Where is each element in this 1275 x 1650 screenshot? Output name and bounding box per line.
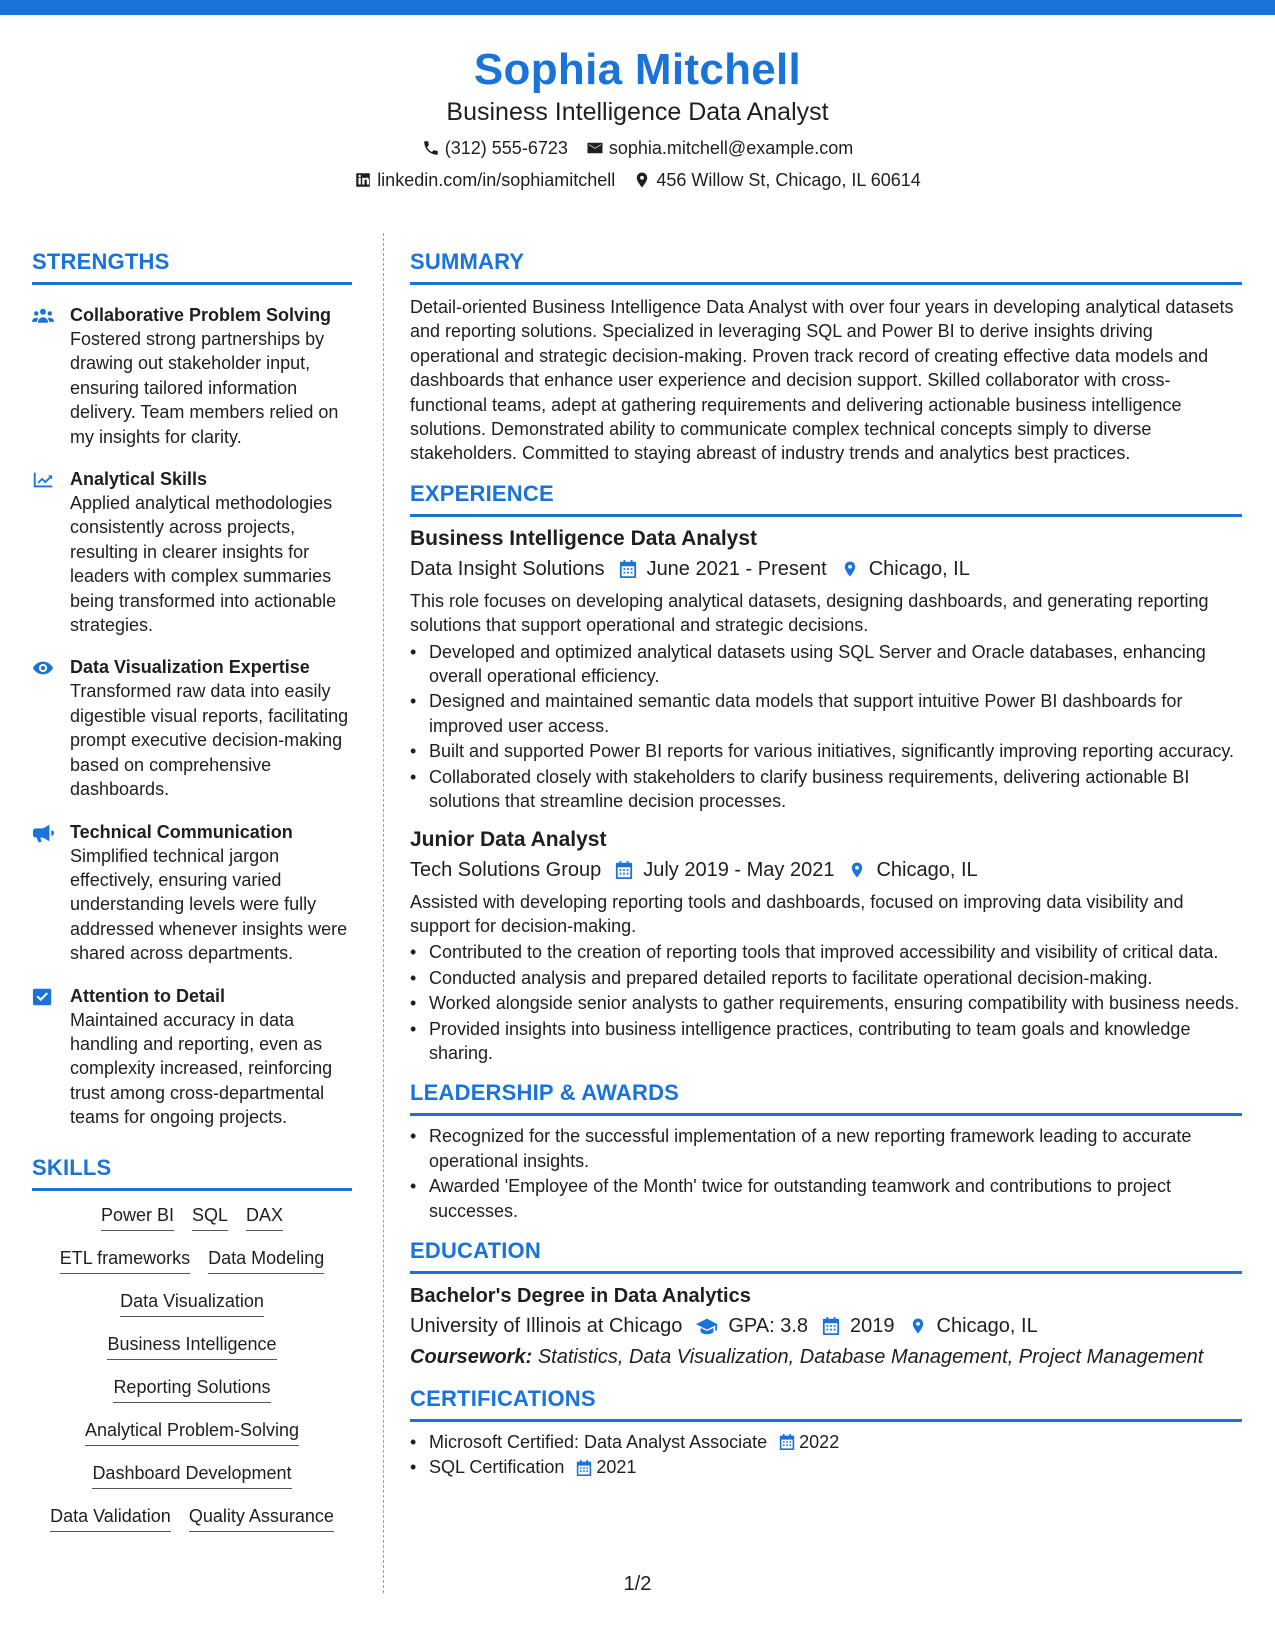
- school-name: University of Illinois at Chicago: [410, 1314, 683, 1337]
- left-column: [32, 248, 352, 1532]
- skill-row: [32, 1289, 352, 1317]
- job-bullets: [410, 640, 1242, 814]
- page-number: 1/2: [623, 1573, 652, 1595]
- section-rule: [410, 1419, 1242, 1422]
- right-column: [410, 248, 1242, 1480]
- phone-contact[interactable]: [422, 136, 568, 160]
- leadership-bullets: [410, 1124, 1242, 1223]
- calendar-icon: [779, 1433, 795, 1451]
- summary-heading: SUMMARY: [410, 249, 525, 274]
- strength-title: Data Visualization Expertise: [70, 657, 310, 678]
- strength-title: Attention to Detail: [70, 985, 225, 1006]
- address-contact: [633, 168, 920, 192]
- contact-row-2: [0, 168, 1275, 192]
- job-meta: [410, 856, 1242, 884]
- skill-row: [32, 1418, 352, 1446]
- skill-row: [32, 1504, 352, 1532]
- skill-row: [32, 1375, 352, 1403]
- linkedin-contact[interactable]: [354, 168, 615, 192]
- envelope-icon: [586, 139, 604, 157]
- eye-icon: [32, 658, 54, 678]
- calendar-icon: [619, 559, 637, 579]
- job-entry: [410, 525, 1242, 814]
- section-rule: [32, 1188, 352, 1191]
- company-name: Tech Solutions Group: [410, 858, 602, 881]
- bullet-item: • Built and supported Power BI reports for various initiatives, significantly improving reporting accuracy.: [410, 739, 1242, 763]
- map-pin-icon: [848, 860, 866, 880]
- skill-tag: Data Modeling: [208, 1246, 324, 1274]
- strength-desc: Simplified technical jargon effectively, ensuring varied understanding levels were fully addressed whenever insights were shared across departments.: [70, 845, 348, 964]
- strength-desc: Maintained accuracy in data handling and reporting, even as complexity increased, reinforcing trust among cross-departmental teams for ongoing projects.: [70, 1009, 333, 1128]
- certification-year: 2022: [799, 1431, 840, 1452]
- candidate-name: Sophia Mitchell: [473, 45, 802, 94]
- bullet-item: • Collaborated closely with stakeholders to clarify business requirements, delivering actionable BI solutions that streamline decision processes.: [410, 765, 1242, 814]
- map-pin-icon: [909, 1316, 927, 1336]
- graduation-year: 2019: [850, 1314, 895, 1337]
- skill-row: [32, 1461, 352, 1489]
- strength-item: [32, 984, 352, 1130]
- column-divider: [383, 233, 384, 1593]
- skill-tag: Data Validation: [50, 1504, 171, 1532]
- skill-tag: Quality Assurance: [189, 1504, 334, 1532]
- bullet-item: • Developed and optimized analytical datasets using SQL Server and Oracle databases, enhancing overall operational efficiency.: [410, 640, 1242, 689]
- job-description: Assisted with developing reporting tools and dashboards, focused on improving data visibility and support for decision-making.: [410, 891, 1184, 936]
- certification-name: • Microsoft Certified: Data Analyst Associate: [429, 1431, 768, 1452]
- strength-item: [32, 467, 352, 637]
- skills-heading: SKILLS: [32, 1154, 112, 1180]
- job-description: This role focuses on developing analytical datasets, designing dashboards, and generating reporting solutions that support operational and strategic decisions.: [410, 590, 1209, 636]
- summary-text: Detail-oriented Business Intelligence Data Analyst with over four years in developing analytical datasets and reporting solutions. Specialized in leveraging SQL and Power BI to derive insights driving operational and strategic decision-making. Proven track record of creating effective data models and dashboards that enhance user experience and decision support. Skilled collaborator with cross-functional teams, adept at gathering requirements and delivering actionable business intelligence solutions. Demonstrated ability to communicate complex technical concepts simply to diverse stakeholders. Committed to staying abreast of industry trends and analytics best practices.: [410, 297, 1234, 464]
- certification-year: 2021: [596, 1457, 637, 1478]
- strength-title: Analytical Skills: [70, 469, 208, 490]
- linkedin-text: linkedin.com/in/sophiamitchell: [377, 170, 616, 190]
- coursework-label: Coursework:: [410, 1345, 533, 1368]
- contact-row-1: [0, 136, 1275, 160]
- candidate-title: Business Intelligence Data Analyst: [446, 98, 829, 126]
- section-rule: [410, 282, 1242, 285]
- checkbox-icon: [32, 987, 54, 1007]
- phone-icon: [422, 139, 440, 157]
- skill-tag: SQL: [192, 1203, 228, 1231]
- bullet-item: • Awarded 'Employee of the Month' twice for outstanding teamwork and contributions to project successes.: [410, 1174, 1242, 1223]
- strength-item: [32, 303, 352, 449]
- strength-title: Technical Communication: [70, 821, 293, 842]
- megaphone-icon: [32, 823, 54, 843]
- skills-list: [32, 1203, 352, 1532]
- job-location: Chicago, IL: [876, 858, 978, 881]
- education-heading: EDUCATION: [410, 1237, 541, 1263]
- job-dates: July 2019 - May 2021: [643, 858, 835, 881]
- calendar-icon: [576, 1459, 592, 1477]
- section-rule: [410, 514, 1242, 517]
- job-entry: [410, 826, 1242, 1066]
- bullet-item: • Worked alongside senior analysts to gather requirements, ensuring compatibility with business needs.: [410, 991, 1242, 1015]
- resume-header: [0, 44, 1275, 192]
- calendar-icon: [822, 1316, 840, 1336]
- company-name: Data Insight Solutions: [410, 557, 605, 580]
- graduation-cap-icon: [696, 1316, 718, 1336]
- strength-desc: Transformed raw data into easily digestible visual reports, facilitating prompt executive decision-making based on comprehensive dashboards.: [70, 681, 349, 800]
- certification-item: [410, 1455, 1242, 1479]
- job-meta: [410, 555, 1242, 583]
- skill-tag: Dashboard Development: [92, 1461, 291, 1489]
- certifications-heading: CERTIFICATIONS: [410, 1385, 596, 1411]
- skill-tag: Data Visualization: [120, 1289, 264, 1317]
- bullet-item: • Provided insights into business intelligence practices, contributing to team goals and knowledge sharing.: [410, 1017, 1242, 1066]
- skill-row: [32, 1246, 352, 1274]
- strength-desc: Applied analytical methodologies consistently across projects, resulting in clearer insights for leaders with complex summaries being transformed into actionable strategies.: [70, 493, 337, 636]
- skill-tag: Analytical Problem-Solving: [85, 1418, 299, 1446]
- skill-tag: Reporting Solutions: [113, 1375, 270, 1403]
- linkedin-icon: [354, 171, 372, 189]
- map-pin-icon: [841, 559, 859, 579]
- certification-item: [410, 1430, 1242, 1454]
- coursework: [410, 1343, 1242, 1371]
- users-icon: [32, 306, 54, 326]
- skill-row: [32, 1332, 352, 1360]
- skill-row: [32, 1203, 352, 1231]
- certification-name: • SQL Certification: [429, 1457, 565, 1478]
- skill-tag: Business Intelligence: [107, 1332, 276, 1360]
- school-location: Chicago, IL: [936, 1314, 1038, 1337]
- strengths-heading: STRENGTHS: [32, 249, 170, 274]
- education-meta: [410, 1312, 1242, 1340]
- job-bullets: [410, 940, 1242, 1065]
- section-rule: [410, 1271, 1242, 1274]
- map-pin-icon: [633, 171, 651, 189]
- strength-item: [32, 655, 352, 801]
- calendar-icon: [615, 860, 633, 880]
- leadership-heading: LEADERSHIP & AWARDS: [410, 1080, 680, 1106]
- coursework-text: Statistics, Data Visualization, Database Management, Project Management: [537, 1345, 1204, 1368]
- bullet-item: • Conducted analysis and prepared detailed reports to facilitate operational decision-making.: [410, 966, 1242, 990]
- address-text: 456 Willow St, Chicago, IL 60614: [656, 170, 921, 190]
- top-accent-bar: [0, 0, 1275, 15]
- bullet-item: • Contributed to the creation of reporting tools that improved accessibility and visibility of critical data.: [410, 940, 1242, 964]
- skill-tag: DAX: [246, 1203, 283, 1231]
- certification-list: [410, 1430, 1242, 1480]
- experience-heading: EXPERIENCE: [410, 480, 554, 506]
- degree-title: Bachelor's Degree in Data Analytics: [410, 1284, 751, 1307]
- chart-line-icon: [32, 470, 54, 490]
- job-dates: June 2021 - Present: [646, 557, 827, 580]
- strength-title: Collaborative Problem Solving: [70, 305, 332, 325]
- bullet-item: • Designed and maintained semantic data models that support intuitive Power BI dashboards for improved user access.: [410, 689, 1242, 738]
- bullet-item: • Recognized for the successful implementation of a new reporting framework leading to accurate operational insights.: [410, 1124, 1242, 1173]
- phone-text: (312) 555-6723: [444, 138, 568, 158]
- email-text: sophia.mitchell@example.com: [608, 138, 854, 158]
- job-location: Chicago, IL: [868, 557, 970, 580]
- skill-tag: ETL frameworks: [60, 1246, 190, 1274]
- strength-item: [32, 820, 352, 966]
- email-contact[interactable]: [586, 136, 853, 160]
- section-rule: [410, 1113, 1242, 1116]
- job-title: Junior Data Analyst: [410, 827, 607, 851]
- gpa-text: GPA: 3.8: [728, 1314, 809, 1337]
- section-rule: [32, 282, 352, 285]
- job-title: Business Intelligence Data Analyst: [410, 526, 758, 550]
- skill-tag: Power BI: [101, 1203, 174, 1231]
- strength-desc: Fostered strong partnerships by drawing out stakeholder input, ensuring tailored information delivery. Team members relied on my insights for clarity.: [70, 329, 339, 447]
